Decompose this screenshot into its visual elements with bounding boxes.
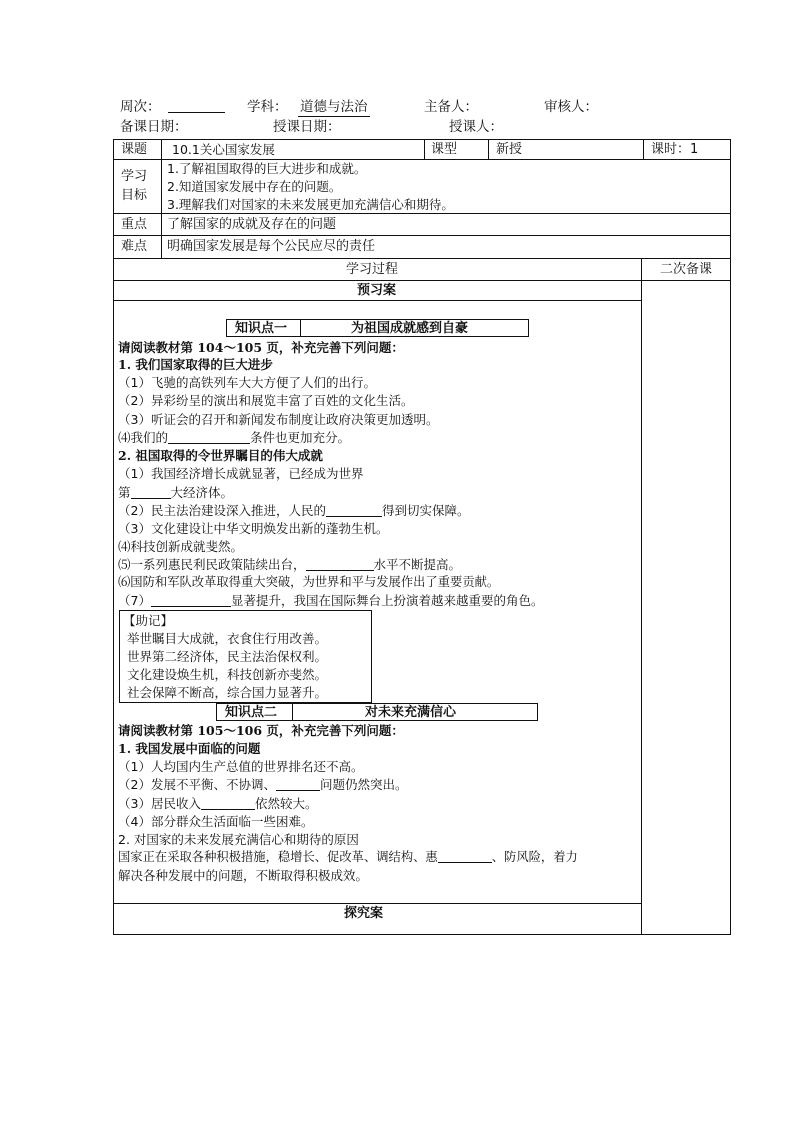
kp1-instruction: 请阅读教材第 104～105 页，补充完善下列问题： xyxy=(118,340,404,355)
rule xyxy=(641,258,642,935)
knowledge-point-1-box xyxy=(226,319,529,337)
topic-value: 10.1关心国家发展 xyxy=(172,142,275,157)
kp2-item-2-post: 问题仍然突出。 xyxy=(319,777,408,792)
kp1-item-4-post: 条件也更加充分。 xyxy=(250,430,351,445)
teach-date-label: 授课日期： xyxy=(273,119,341,135)
kp2-item-3-pre: （3）居民收入 xyxy=(118,796,201,811)
period-value: 课时：1 xyxy=(651,142,699,157)
prep-date-label: 备课日期： xyxy=(120,119,188,135)
kp1-item-2-7-post: 显著提升，我国在国际舞台上扮演着越来越重要的角色。 xyxy=(230,593,544,608)
kp1-heading-2: 2. 祖国取得的令世界瞩目的伟大成就 xyxy=(118,448,323,463)
difficult-value: 明确国家发展是每个公民应尽的责任 xyxy=(167,239,376,254)
kp2-instruction: 请阅读教材第 105～106 页，补充完善下列问题： xyxy=(118,723,404,738)
topic-label: 课题 xyxy=(121,142,148,157)
kp1-item-2-1b-pre: 第 xyxy=(118,485,131,500)
type-value: 新授 xyxy=(496,142,523,157)
kp1-tag: 知识点一 xyxy=(235,321,288,336)
kp1-heading-1: 1. 我们国家取得的巨大进步 xyxy=(118,357,273,372)
kp1-item: （1）飞驰的高铁列车大大方便了人们的出行。 xyxy=(118,375,376,390)
kp1-item: （3）听证会的召开和新闻发布制度让政府决策更加透明。 xyxy=(118,412,439,427)
memo-line: 社会保障不断高，综合国力显著升。 xyxy=(127,685,328,700)
kp1-item-4-pre: ⑷我们的 xyxy=(118,430,169,445)
kp1-item-2-2 xyxy=(118,502,469,519)
kp1-item: （2）异彩纷呈的演出和展览丰富了百姓的文化生活。 xyxy=(118,393,414,408)
subject-label: 学科： xyxy=(247,99,288,115)
fill-blank[interactable] xyxy=(131,485,171,499)
kp1-item: （1）我国经济增长成就显著，已经成为世界 xyxy=(118,466,364,481)
rule xyxy=(113,300,641,301)
teacher-label: 授课人： xyxy=(449,119,503,135)
kp2-divider xyxy=(292,704,293,720)
kp2-title: 对未来充满信心 xyxy=(365,705,457,720)
kp2-para-1 xyxy=(118,849,578,866)
kp1-item: ⑷科技创新成就斐然。 xyxy=(118,539,244,554)
kp1-title: 为祖国成就感到自豪 xyxy=(351,321,469,336)
kp1-item: （3）文化建设让中华文明焕发出新的蓬勃生机。 xyxy=(118,521,389,536)
goal-item: 1.了解祖国取得的巨大进步和成就。 xyxy=(167,161,367,176)
rule xyxy=(643,139,644,159)
kp1-item-2-5 xyxy=(118,556,461,573)
kp2-item-3 xyxy=(118,795,317,812)
rule xyxy=(161,139,162,258)
kp1-divider xyxy=(300,320,301,336)
subject-value: 道德与法治 xyxy=(300,99,368,115)
explore-label: 探究案 xyxy=(344,906,384,921)
fill-blank[interactable] xyxy=(276,777,320,791)
rule xyxy=(113,258,731,259)
memo-box xyxy=(119,610,372,703)
week-blank[interactable] xyxy=(168,98,225,113)
goal-item: 3.理解我们对国家的未来发展更加充满信心和期待。 xyxy=(167,197,454,212)
kp1-item-2-2-post: 得到切实保障。 xyxy=(381,503,470,518)
memo-line: 世界第二经济体，民主法治保权利。 xyxy=(127,649,328,664)
kp1-item-4 xyxy=(118,429,350,446)
kp2-para-2: 解决各种发展中的问题，不断取得积极成效。 xyxy=(118,868,369,883)
kp2-tag: 知识点二 xyxy=(225,705,278,720)
memo-title: 【助记】 xyxy=(123,613,174,628)
memo-line: 举世瞩目大成就，衣食住行用改善。 xyxy=(127,631,328,646)
kp2-para-1-pre: 国家正在采取各种积极措施，稳增长、促改革、调结构、惠 xyxy=(118,850,438,864)
kp1-item: ⑹国防和军队改革取得重大突破，为世界和平与发展作出了重要贡献。 xyxy=(118,575,500,589)
key-value: 了解国家的成就及存在的问题 xyxy=(167,217,337,232)
kp2-heading-2: 2. 对国家的未来发展充满信心和期待的原因 xyxy=(118,832,359,847)
reviewer-label: 审核人： xyxy=(544,99,598,115)
process-label: 学习过程 xyxy=(346,262,399,277)
rule xyxy=(113,213,731,214)
fill-blank[interactable] xyxy=(151,593,231,607)
rule xyxy=(113,903,641,904)
fill-blank[interactable] xyxy=(201,796,255,810)
difficult-label: 难点 xyxy=(121,239,148,254)
preview-label: 预习案 xyxy=(357,283,397,298)
second-prep-label: 二次备课 xyxy=(660,262,713,277)
fill-blank[interactable] xyxy=(438,849,492,863)
kp1-item-2-7-pre: （7） xyxy=(118,593,151,608)
rule xyxy=(113,235,731,236)
memo-line: 文化建设焕生机，科技创新亦斐然。 xyxy=(127,667,328,682)
rule xyxy=(113,280,731,281)
rule xyxy=(488,139,489,159)
goals-label-1: 学习 xyxy=(121,169,148,184)
goal-item: 2.知道国家发展中存在的问题。 xyxy=(167,179,342,194)
kp2-item-3-post: 依然较大。 xyxy=(254,796,318,811)
kp1-item-2-7 xyxy=(118,592,543,609)
fill-blank[interactable] xyxy=(326,503,382,517)
kp2-item: （4）部分群众生活面临一些困难。 xyxy=(118,814,314,829)
kp2-heading-1: 1. 我国发展中面临的问题 xyxy=(118,741,261,756)
week-label: 周次： xyxy=(120,99,161,115)
preparer-label: 主备人： xyxy=(424,99,478,115)
kp1-item-2-5-post: 水平不断提高。 xyxy=(373,557,462,572)
knowledge-point-2-box xyxy=(216,703,538,721)
kp2-item-2-pre: （2）发展不平衡、不协调、 xyxy=(118,777,276,792)
goals-label-2: 目标 xyxy=(121,188,148,203)
kp1-item-2-1b xyxy=(118,484,233,501)
type-label: 课型 xyxy=(431,142,458,157)
fill-blank[interactable] xyxy=(306,557,374,571)
kp2-item-2 xyxy=(118,776,407,793)
fill-blank[interactable] xyxy=(168,430,250,444)
rule xyxy=(424,139,425,159)
key-label: 重点 xyxy=(121,217,148,232)
kp2-para-1-post: 、防风险，着力 xyxy=(491,850,578,864)
kp1-item-2-1b-post: 大经济体。 xyxy=(170,485,234,500)
kp1-item-2-2-pre: （2）民主法治建设深入推进，人民的 xyxy=(118,503,326,518)
kp2-item: （1）人均国内生产总值的世界排名还不高。 xyxy=(118,759,364,774)
kp1-item-2-5-pre: ⑸一系列惠民利民政策陆续出台， xyxy=(118,557,306,572)
